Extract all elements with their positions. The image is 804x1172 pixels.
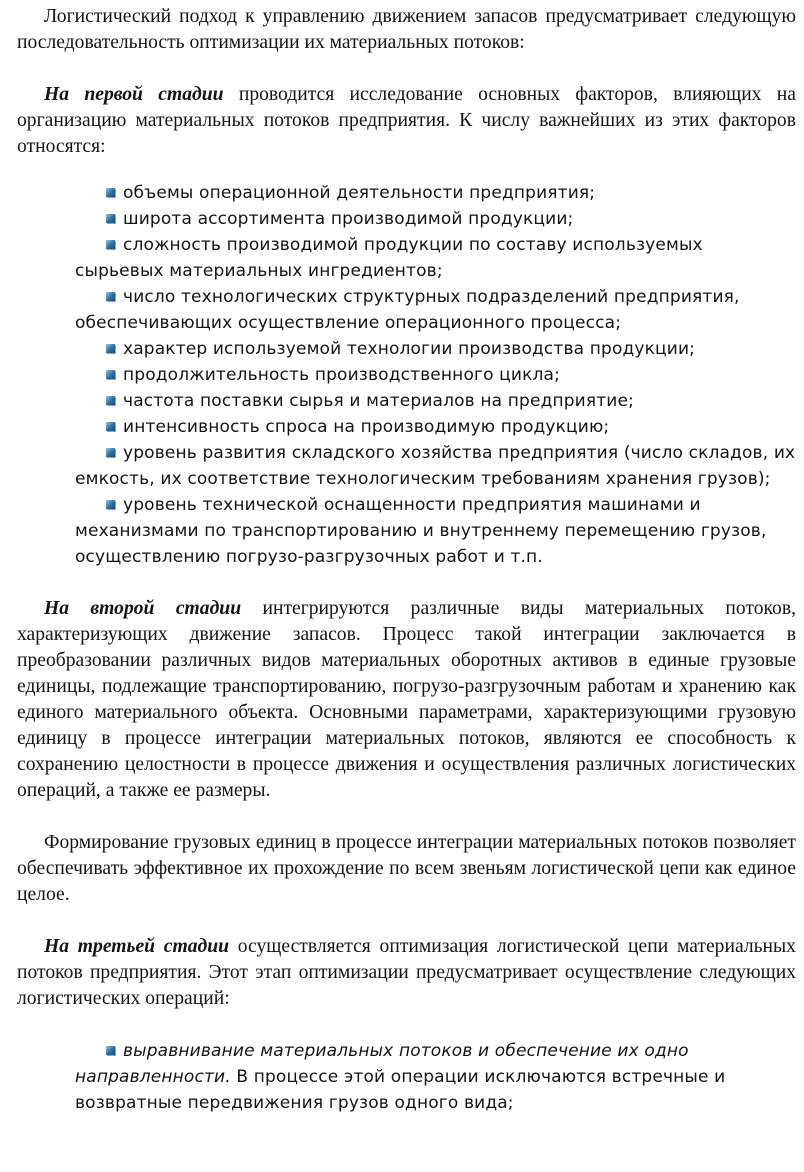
list-item-text: число технологических структурных подразделений предприятия, обеспечивающих осуществление операционного процесса; [75, 287, 740, 333]
list-item-text: характер используемой технологии производства продукции; [123, 339, 696, 359]
spacer [17, 570, 796, 596]
list-item [75, 388, 796, 414]
list-item [75, 336, 796, 362]
document-page [17, 4, 796, 1116]
list-item-text: уровень технической оснащенности предприятия машинами и механизмами по транспортированию и внутреннему перемещению грузов, осуществлению погрузо-разгрузочных работ и т.п. [75, 495, 767, 567]
stage1-label: На первой стадии [44, 84, 224, 105]
square-bullet-icon [106, 396, 115, 405]
list-item-text: частота поставки сырья и материалов на предприятие; [123, 391, 634, 411]
list-item [75, 284, 796, 336]
list-item [75, 440, 796, 492]
list-item-text: сложность производимой продукции по составу используемых сырьевых материальных ингредиентов; [75, 235, 703, 281]
stage3-label: На третьей стадии [44, 936, 230, 957]
list-item-text: интенсивность спроса на производимую продукцию; [123, 417, 610, 437]
list-item [75, 492, 796, 570]
stage3-paragraph [17, 934, 796, 1012]
list-item-text: уровень развития складского хозяйства предприятия (число складов, их емкость, их соответствие технологическим требованиям хранения грузов); [75, 443, 796, 489]
operations-list [17, 1038, 796, 1116]
operation-lead: выравнивание материальных потоков и обеспечение их одно направленности. [75, 1041, 689, 1087]
list-item [75, 232, 796, 284]
list-item [75, 362, 796, 388]
stage2-text: интегрируются различные виды материальных потоков, характеризующих движение запасов. Процесс такой интеграции заключается в преобразовании различных видов материальных оборотных активов в единые грузовые единицы, подлежащие транспортированию, погрузо-разгрузочным работам и хранению как единого материального объекта. Основными параметрами, характеризующими грузовую единицу в процессе интеграции материальных потоков, являются ее способность к сохранению целостности в процессе движения и осуществления различных логистических операций, а также ее размеры. [17, 598, 796, 801]
square-bullet-icon [106, 422, 115, 431]
list-item-text: широта ассортимента производимой продукции; [123, 209, 574, 229]
square-bullet-icon [106, 214, 115, 223]
list-item [75, 180, 796, 206]
square-bullet-icon [106, 370, 115, 379]
stage3-text: осуществляется оптимизация логистической цепи материальных потоков предприятия. Этот этап оптимизации предусматривает осуществление следующих логистических операций: [17, 936, 796, 1009]
square-bullet-icon [106, 188, 115, 197]
spacer [17, 160, 796, 180]
list-item [75, 414, 796, 440]
stage2-paragraph [17, 596, 796, 804]
intro-paragraph: Логистический подход к управлению движением запасов предусматривает следующую последовательность оптимизации их материальных потоков: [17, 6, 796, 53]
square-bullet-icon [106, 240, 115, 249]
spacer [17, 56, 796, 82]
square-bullet-icon [106, 500, 115, 509]
square-bullet-icon [106, 292, 115, 301]
list-item [75, 1038, 796, 1116]
stage2-label: На второй стадии [44, 598, 242, 619]
square-bullet-icon [106, 448, 115, 457]
spacer [17, 1012, 796, 1038]
spacer [17, 908, 796, 934]
formation-paragraph: Формирование грузовых единиц в процессе интеграции материальных потоков позволяет обеспечивать эффективное их прохождение по всем звеньям логистической цепи как единое целое. [17, 832, 796, 905]
stage1-paragraph [17, 82, 796, 160]
list-item [75, 206, 796, 232]
stage1-text: проводится исследование основных факторов, влияющих на организацию материальных потоков предприятия. К числу важнейших из этих факторов относятся: [17, 84, 796, 157]
square-bullet-icon [106, 1046, 115, 1055]
factors-list [17, 180, 796, 570]
spacer [17, 804, 796, 830]
square-bullet-icon [106, 344, 115, 353]
operation-text: В процессе этой операции исключаются встречные и возвратные передвижения грузов одного вида; [75, 1067, 726, 1113]
list-item-text: объемы операционной деятельности предприятия; [123, 183, 596, 203]
list-item-text: продолжительность производственного цикла; [123, 365, 560, 385]
